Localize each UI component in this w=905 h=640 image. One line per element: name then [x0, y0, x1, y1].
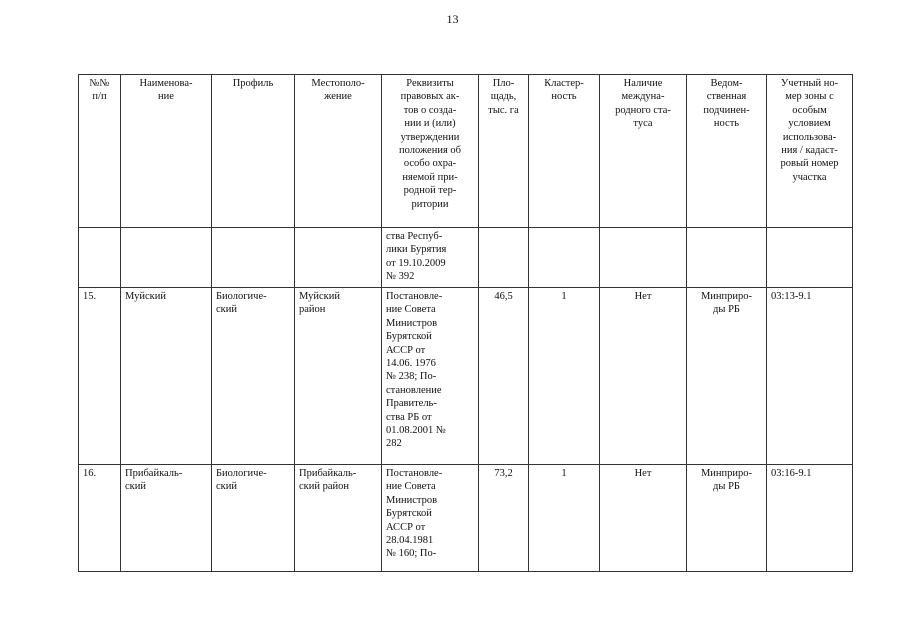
cell-cluster: 1 — [529, 465, 600, 572]
cell-department: Минприро- ды РБ — [687, 465, 767, 572]
cell-num: 16. — [79, 465, 121, 572]
header-num: №№ п/п — [79, 75, 121, 228]
cell-location: Прибайкаль- ский район — [295, 465, 382, 572]
table-header-row — [79, 75, 853, 228]
cell-area — [479, 228, 529, 288]
table-row — [79, 465, 853, 572]
cell-area: 73,2 — [479, 465, 529, 572]
header-reg-number: Учетный но- мер зоны с особым условием использова- ния / кадаст- ровый номер участка — [767, 75, 853, 228]
header-legal-acts: Реквизиты правовых ак- тов о созда- нии и (или) утверждении положения об особо охра- няемой при- родной тер- ритории — [382, 75, 479, 228]
header-intl-status: Наличие междуна- родного ста- туса — [600, 75, 687, 228]
table-row — [79, 288, 853, 465]
table-row — [79, 228, 853, 288]
cell-department — [687, 228, 767, 288]
cell-legal-acts: Постановле- ние Совета Министров Бурятской АССР от 28.04.1981 № 160; По- — [382, 465, 479, 572]
cell-name: Муйский — [121, 288, 212, 465]
header-location: Местополо- жение — [295, 75, 382, 228]
cell-name: Прибайкаль- ский — [121, 465, 212, 572]
cell-num: 15. — [79, 288, 121, 465]
cell-location — [295, 228, 382, 288]
cell-profile: Биологиче- ский — [212, 465, 295, 572]
cell-cluster — [529, 228, 600, 288]
header-profile: Профиль — [212, 75, 295, 228]
cell-name — [121, 228, 212, 288]
page-number: 13 — [446, 12, 459, 26]
cell-profile: Биологиче- ский — [212, 288, 295, 465]
cell-area: 46,5 — [479, 288, 529, 465]
header-name: Наименова- ние — [121, 75, 212, 228]
cell-reg-number: 03:13-9.1 — [767, 288, 853, 465]
cell-num — [79, 228, 121, 288]
cell-intl-status: Нет — [600, 288, 687, 465]
cell-cluster: 1 — [529, 288, 600, 465]
cell-department: Минприро- ды РБ — [687, 288, 767, 465]
cell-reg-number — [767, 228, 853, 288]
protected-areas-table — [78, 74, 853, 572]
cell-legal-acts: ства Респуб- лики Бурятия от 19.10.2009 № 392 — [382, 228, 479, 288]
cell-legal-acts: Постановле- ние Совета Министров Бурятской АССР от 14.06. 1976 № 238; По- становление Правитель- ства РБ от 01.08.2001 № 282 — [382, 288, 479, 465]
cell-reg-number: 03:16-9.1 — [767, 465, 853, 572]
header-department: Ведом- ственная подчинен- ность — [687, 75, 767, 228]
header-cluster: Кластер- ность — [529, 75, 600, 228]
cell-profile — [212, 228, 295, 288]
cell-intl-status: Нет — [600, 465, 687, 572]
cell-location: Муйский район — [295, 288, 382, 465]
cell-intl-status — [600, 228, 687, 288]
header-area: Пло- щадь, тыс. га — [479, 75, 529, 228]
